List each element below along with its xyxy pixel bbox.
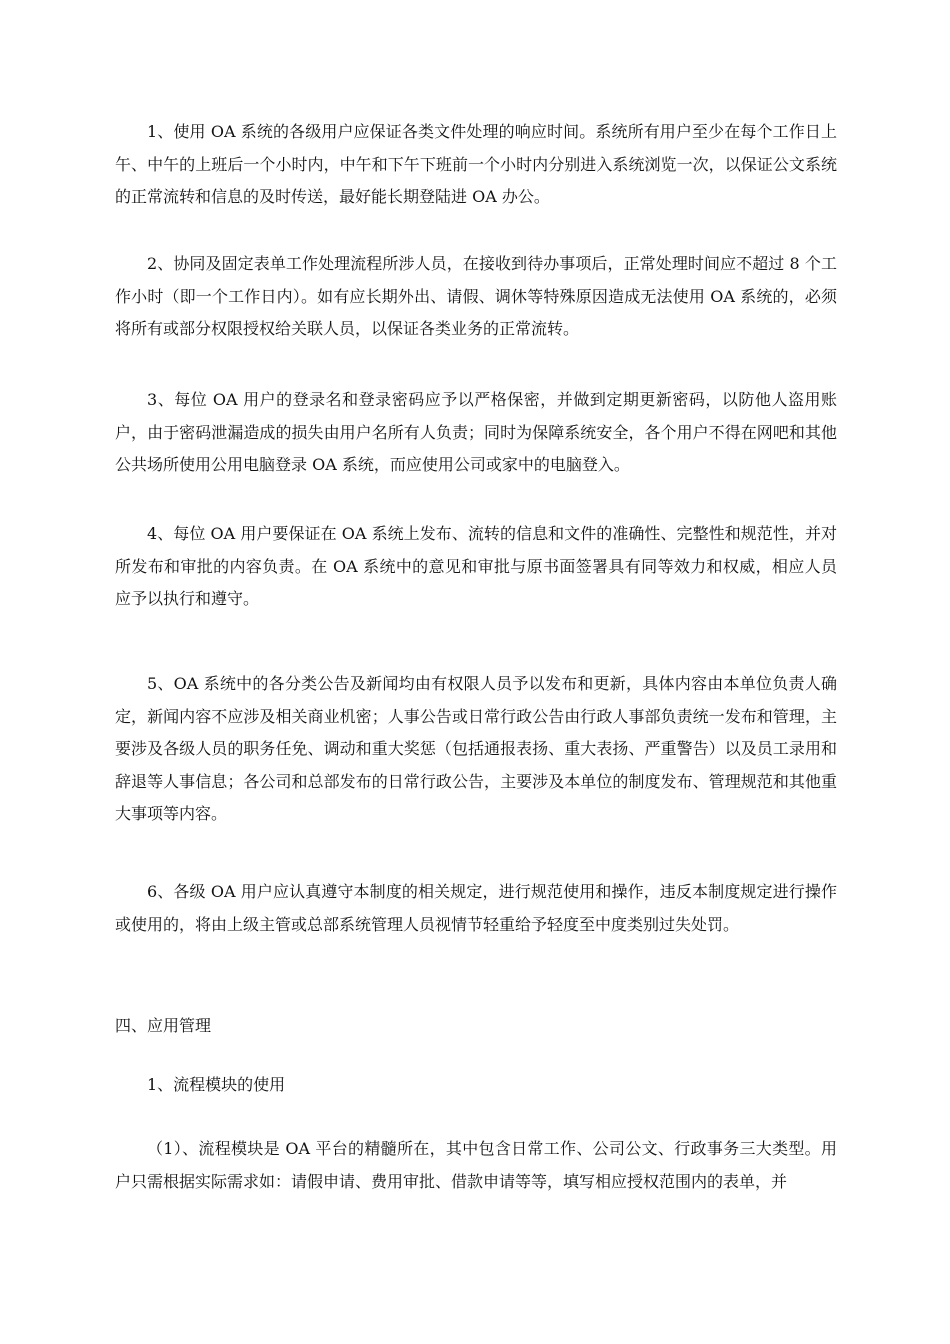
paragraph-6: 6、各级 OA 用户应认真遵守本制度的相关规定，进行规范使用和操作，违反本制度规定进行操作或使用的，将由上级主管或总部系统管理人员视情节轻重给予轻度至中度类别过失处罚。	[115, 882, 837, 934]
subsection-heading: 1、流程模块的使用	[147, 1075, 286, 1094]
paragraph-3: 3、每位 OA 用户的登录名和登录密码应予以严格保密，并做到定期更新密码，以防他人盗用账户，由于密码泄漏造成的损失由用户名所有人负责；同时为保障系统安全，各个用户不得在网吧和其他公共场所使用公用电脑登录 OA 系统，而应使用公司或家中的电脑登入。	[115, 390, 837, 474]
paragraph-5: 5、OA 系统中的各分类公告及新闻均由有权限人员予以发布和更新，具体内容由本单位负责人确定，新闻内容不应涉及相关商业机密；人事公告或日常行政公告由行政人事部负责统一发布和管理，主要涉及各级人员的职务任免、调动和重大奖惩（包括通报表扬、重大表扬、严重警告）以及员工录用和辞退等人事信息；各公司和总部发布的日常行政公告，主要涉及本单位的制度发布、管理规范和其他重大事项等内容。	[115, 674, 837, 823]
section-heading: 四、应用管理	[115, 1016, 212, 1035]
paragraph-4: 4、每位 OA 用户要保证在 OA 系统上发布、流转的信息和文件的准确性、完整性和规范性，并对所发布和审批的内容负责。在 OA 系统中的意见和审批与原书面签署具有同等效力和权威，相应人员应予以执行和遵守。	[115, 524, 837, 608]
paragraph-1: 1、使用 OA 系统的各级用户应保证各类文件处理的响应时间。系统所有用户至少在每个工作日上午、中午的上班后一个小时内，中午和下午下班前一个小时内分别进入系统浏览一次，以保证公文系统的正常流转和信息的及时传送，最好能长期登陆进 OA 办公。	[115, 122, 837, 206]
paragraph-2: 2、协同及固定表单工作处理流程所涉人员，在接收到待办事项后，正常处理时间应不超过 8 个工作小时（即一个工作日内）。如有应长期外出、请假、调休等特殊原因造成无法使用 OA 系统的，必须将所有或部分权限授权给关联人员，以保证各类业务的正常流转。	[115, 254, 837, 338]
paragraph-7: （1）、流程模块是 OA 平台的精髓所在，其中包含日常工作、公司公文、行政事务三大类型。用户只需根据实际需求如：请假申请、费用审批、借款申请等等，填写相应授权范围内的表单，并	[115, 1139, 837, 1191]
